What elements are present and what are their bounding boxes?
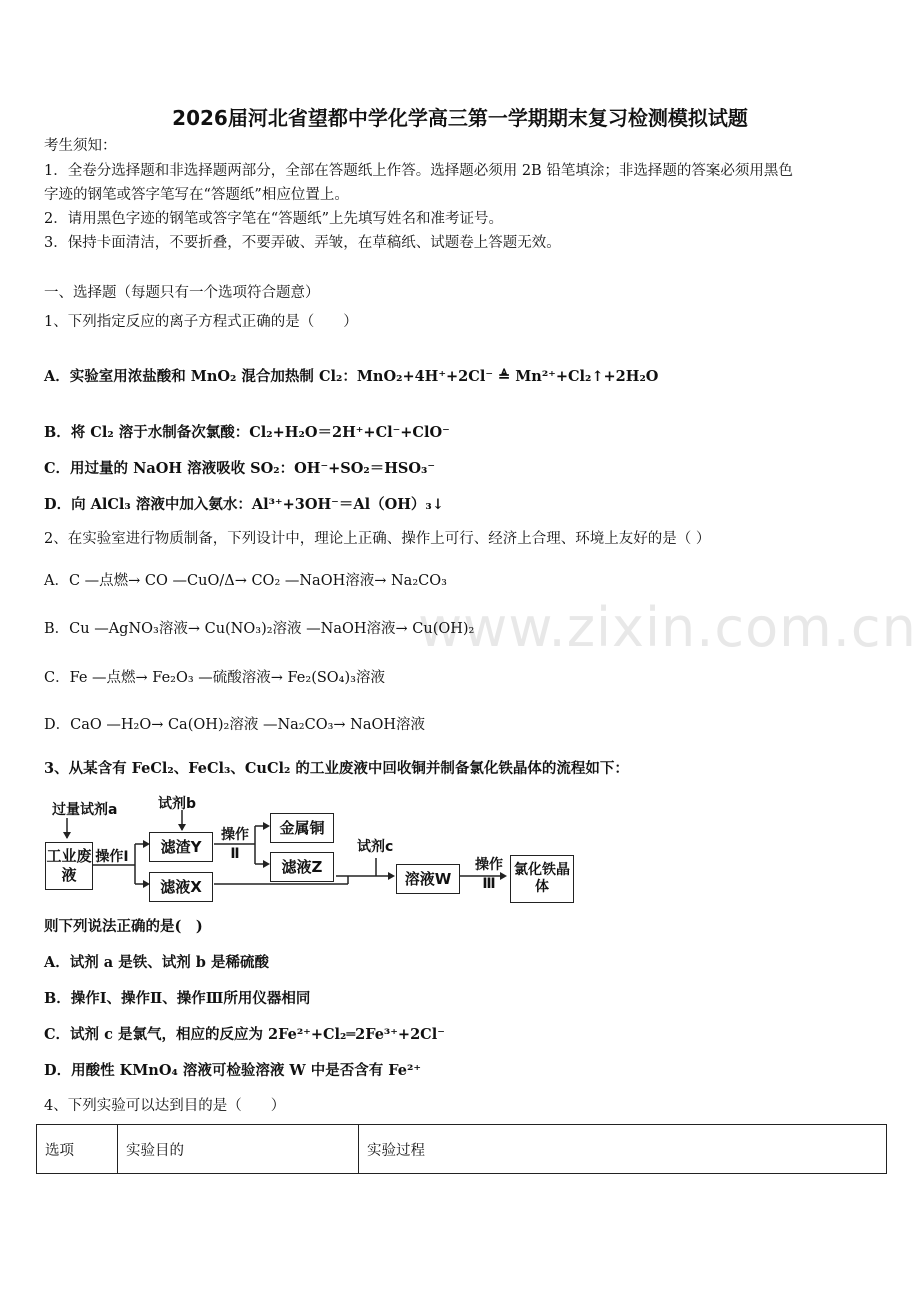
page-title: 2026届河北省望都中学化学高三第一学期期末复习检测模拟试题 <box>172 106 748 130</box>
q3-stem: 3、从某含有 FeCl₂、FeCl₃、CuCl₂ 的工业废液中回收铜并制备氯化铁晶体的流程如下： <box>44 760 629 777</box>
label-reagent-a: 过量试剂a <box>52 802 118 818</box>
box-industrial-waste: 工业废液 <box>45 842 93 890</box>
q4-table <box>36 1124 887 1174</box>
watermark: www.zixin.com.cn <box>418 596 917 659</box>
notice-line-1b: 字迹的钢笔或答字笔写在“答题纸”相应位置上。 <box>44 187 349 203</box>
q1-option-b: B．将 Cl₂ 溶于水制备次氯酸：Cl₂+H₂O＝2H⁺+Cl⁻+ClO⁻ <box>44 424 450 441</box>
q1-option-a: A．实验室用浓盐酸和 MnO₂ 混合加热制 Cl₂：MnO₂+4H⁺+2Cl⁻ ≜ Mn²⁺+Cl₂↑+2H₂O <box>44 368 659 385</box>
q3-option-d: D．用酸性 KMnO₄ 溶液可检验溶液 W 中是否含有 Fe²⁺ <box>44 1062 422 1079</box>
q3-option-c: C．试剂 c 是氯气，相应的反应为 2Fe²⁺+Cl₂═2Fe³⁺+2Cl⁻ <box>44 1026 445 1043</box>
box-residue-y: 滤渣Y <box>149 832 213 862</box>
q3-followup: 则下列说法正确的是( ) <box>44 918 203 935</box>
label-reagent-c: 试剂c <box>357 839 394 855</box>
label-reagent-b: 试剂b <box>158 796 197 812</box>
section-heading: 一、选择题（每题只有一个选项符合题意） <box>44 285 320 301</box>
table-header-cell: 实验过程 <box>359 1125 887 1174</box>
q3-option-a: A．试剂 a 是铁、试剂 b 是稀硫酸 <box>44 954 269 971</box>
q4-stem: 4、下列实验可以达到目的是（ ） <box>44 1098 286 1114</box>
q2-option-a: A．C —点燃→ CO —CuO/Δ→ CO₂ —NaOH溶液→ Na₂CO₃ <box>44 573 447 589</box>
box-filtrate-x: 滤液X <box>149 872 213 902</box>
q2-option-d: D．CaO —H₂O→ Ca(OH)₂溶液 —Na₂CO₃→ NaOH溶液 <box>44 717 426 733</box>
table-header-row <box>37 1125 887 1174</box>
q1-option-c: C．用过量的 NaOH 溶液吸收 SO₂：OH⁻+SO₂＝HSO₃⁻ <box>44 460 436 477</box>
q2-stem: 2、在实验室进行物质制备，下列设计中，理论上正确、操作上可行、经济上合理、环境上友好的是（ ） <box>44 531 711 547</box>
notice-line-2: 2．请用黑色字迹的钢笔或答字笔在“答题纸”上先填写姓名和准考证号。 <box>44 211 504 227</box>
table-header-cell: 实验目的 <box>118 1125 359 1174</box>
q3-option-b: B．操作Ⅰ、操作Ⅱ、操作Ⅲ所用仪器相同 <box>44 990 311 1007</box>
box-copper: 金属铜 <box>270 813 334 843</box>
notice-line-1a: 1．全卷分选择题和非选择题两部分，全部在答题纸上作答。选择题必须用 2B 铅笔填涂；非选择题的答案必须用黑色 <box>44 163 793 179</box>
q2-option-c: C．Fe —点燃→ Fe₂O₃ —硫酸溶液→ Fe₂(SO₄)₃溶液 <box>44 670 385 686</box>
table-header-cell: 选项 <box>37 1125 118 1174</box>
q2-option-b: B．Cu —AgNO₃溶液→ Cu(NO₃)₂溶液 —NaOH溶液→ Cu(OH)₂ <box>44 621 475 637</box>
q1-stem: 1、下列指定反应的离子方程式正确的是（ ） <box>44 314 358 330</box>
label-op3: 操作Ⅲ <box>475 857 503 892</box>
label-op1: 操作Ⅰ <box>95 849 129 865</box>
box-filtrate-z: 滤液Z <box>270 852 334 882</box>
notice-heading: 考生须知： <box>44 138 117 154</box>
q1-option-d: D．向 AlCl₃ 溶液中加入氨水：Al³⁺+3OH⁻＝Al（OH）₃↓ <box>44 496 444 513</box>
notice-line-3: 3．保持卡面清洁，不要折叠，不要弄破、弄皱，在草稿纸、试题卷上答题无效。 <box>44 235 561 251</box>
box-ferric-chloride: 氯化铁晶体 <box>510 855 574 903</box>
box-solution-w: 溶液W <box>396 864 460 894</box>
label-op2: 操作Ⅱ <box>221 827 249 862</box>
